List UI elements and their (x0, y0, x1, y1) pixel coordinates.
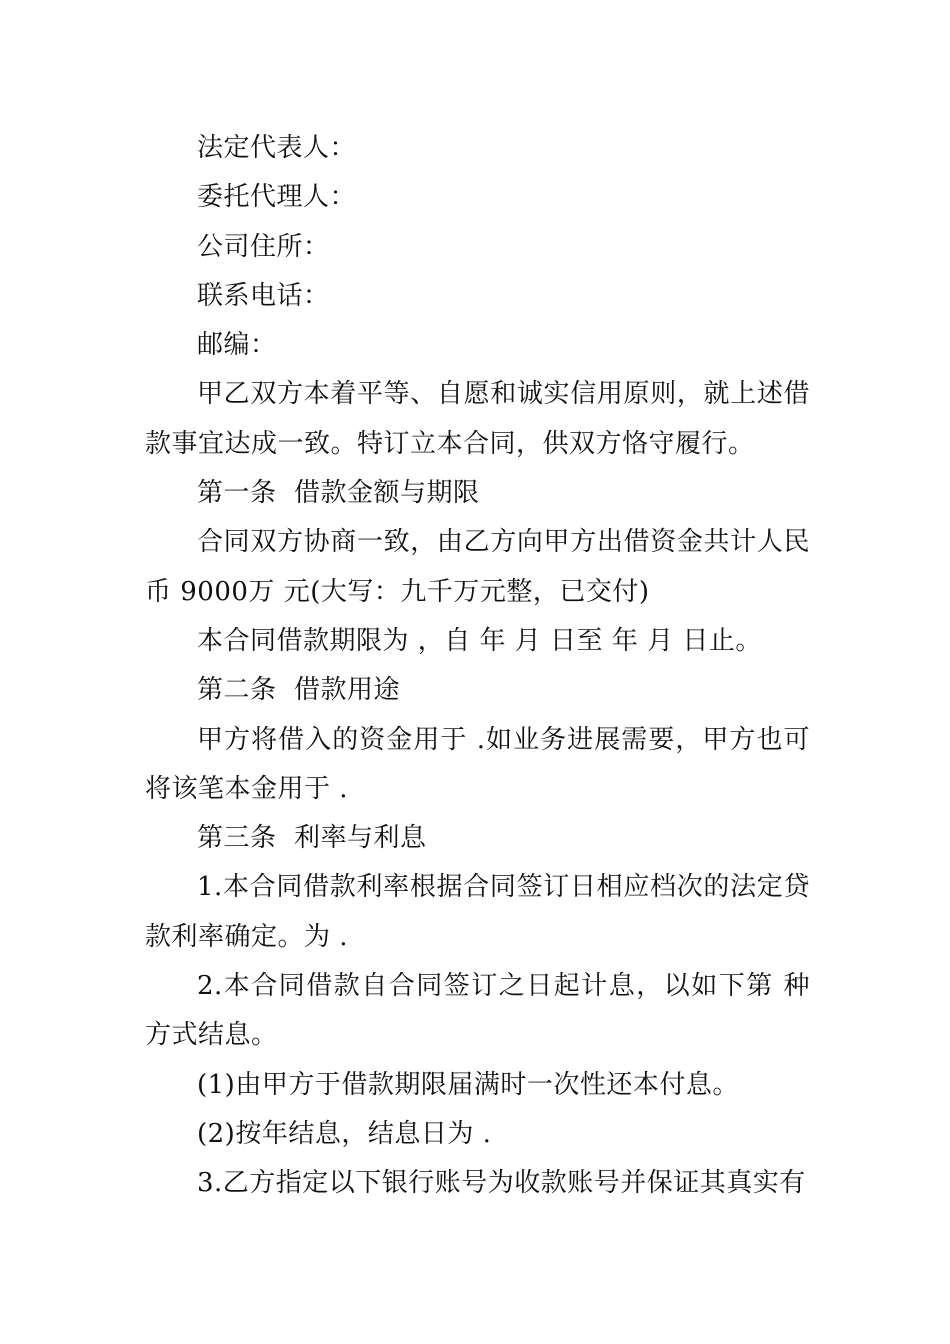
settlement-option-1: (1)由甲方于借款期限届满时一次性还本付息。 (197, 1069, 739, 1100)
article-3-heading: 第三条 利率与利息 (197, 823, 427, 854)
loan-term-paragraph: 本合同借款期限为 ，自 年 月 日至 年 月 日止。 (197, 625, 762, 656)
company-address-line: 公司住所： (197, 231, 330, 262)
bank-account-clause: 3.乙方指定以下银行账号为收款账号并保证其真实有 (197, 1168, 806, 1199)
article-1-heading: 第一条 借款金额与期限 (197, 478, 480, 509)
interest-accrual-clause: 2.本合同借款自合同签订之日起计息，以如下第 种方式结息。 (145, 971, 810, 1051)
preamble-paragraph: 甲乙双方本着平等、自愿和诚实信用原则，就上述借款事宜达成一致。特订立本合同，供双方恪守履行。 (145, 379, 810, 459)
article-2-heading: 第二条 借款用途 (197, 675, 401, 706)
authorized-agent-line: 委托代理人： (197, 182, 357, 213)
loan-amount-paragraph: 合同双方协商一致，由乙方向甲方出借资金共计人民币 9000万 元(大写：九千万元整，已交付) (145, 527, 810, 607)
loan-purpose-paragraph: 甲方将借入的资金用于 .如业务进展需要，甲方也可将该笔本金用于 . (145, 724, 810, 804)
phone-line: 联系电话： (197, 280, 330, 311)
settlement-option-2: (2)按年结息，结息日为 . (197, 1118, 492, 1149)
legal-representative-line: 法定代表人： (197, 133, 357, 163)
interest-rate-clause: 1.本合同借款利率根据合同签订日相应档次的法定贷款利率确定。为 . (145, 872, 810, 952)
document-body (145, 124, 810, 1209)
postal-code-line: 邮编： (197, 330, 277, 361)
